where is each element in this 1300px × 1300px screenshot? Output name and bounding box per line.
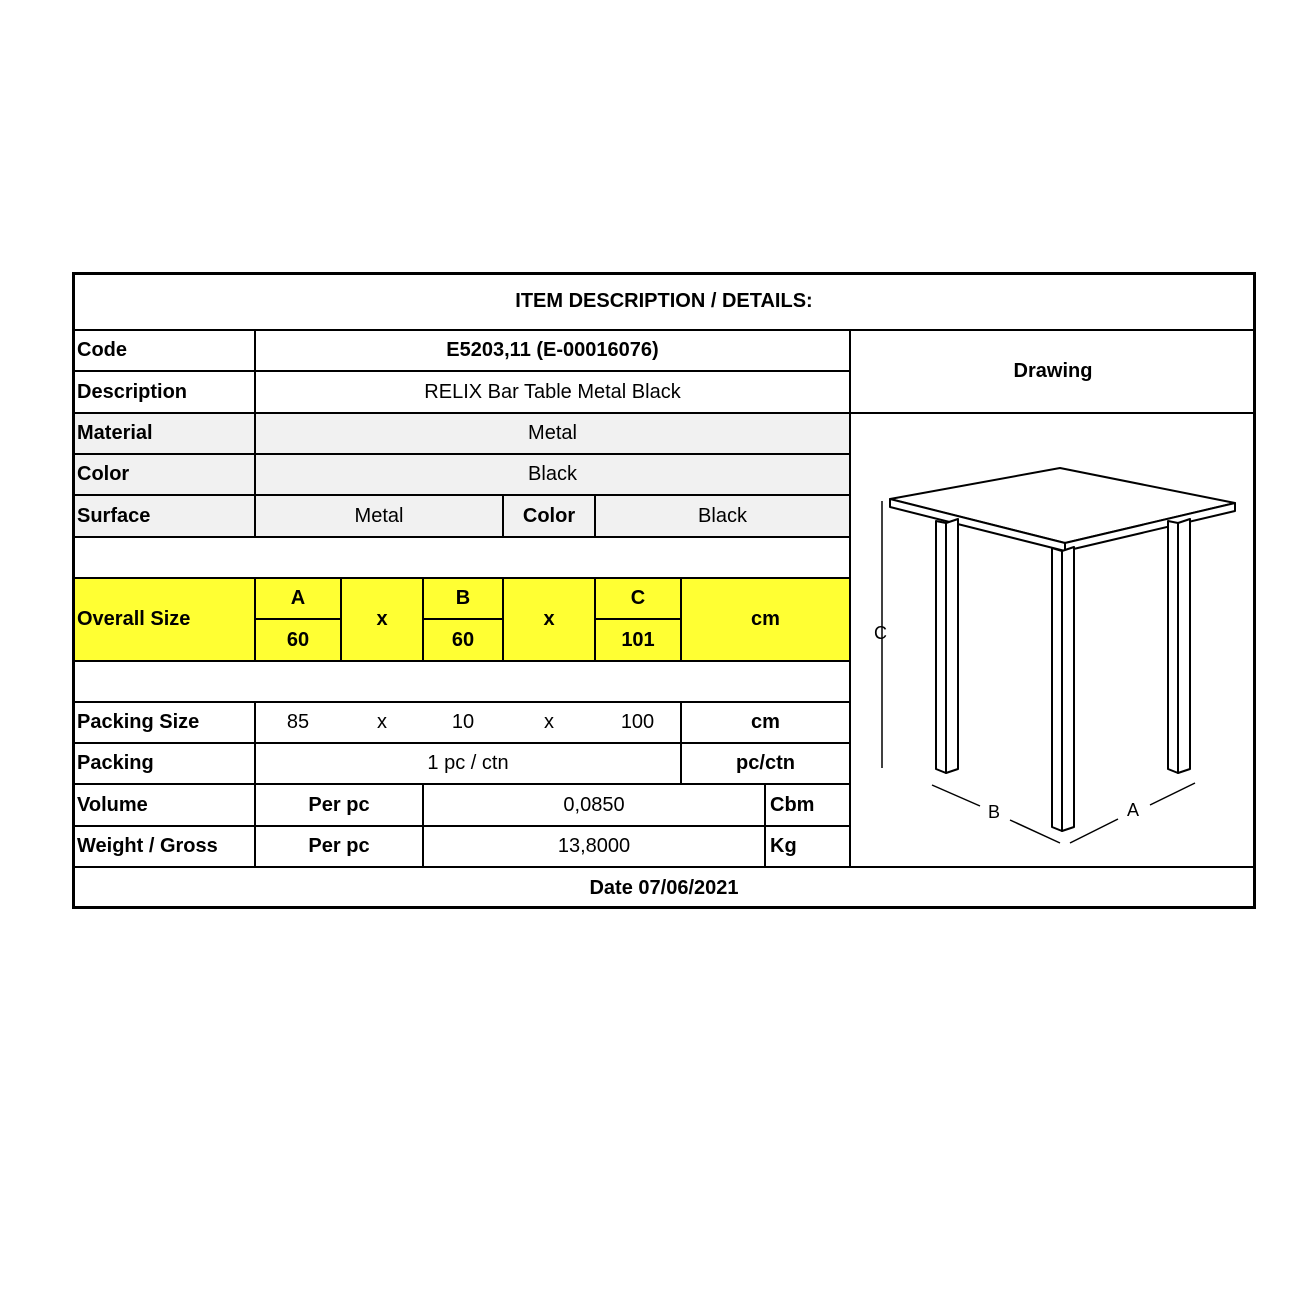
volume-unit: Cbm (765, 784, 850, 826)
empty-row-2 (72, 661, 850, 702)
volume-label: Volume (72, 784, 255, 826)
weight-label: Weight / Gross (72, 826, 255, 867)
overall-size-label: Overall Size (72, 578, 255, 661)
packing-size-label: Packing Size (72, 702, 255, 743)
overall-size-a-label: A (255, 578, 341, 619)
packing-size-c: 100 (620, 711, 655, 733)
drawing-label: Drawing (850, 330, 1256, 413)
empty-row-1 (72, 537, 850, 578)
weight-unit: Kg (765, 826, 850, 867)
overall-size-x1: x (341, 578, 423, 661)
color-label: Color (72, 454, 255, 495)
packing-label: Packing (72, 743, 255, 784)
overall-size-x2: x (503, 578, 595, 661)
packing-unit: pc/ctn (681, 743, 850, 784)
material-label: Material (72, 413, 255, 454)
weight-per: Per pc (255, 826, 423, 867)
surface-value: Metal (255, 495, 503, 537)
overall-size-c-value: 101 (595, 619, 681, 661)
table-drawing (850, 413, 1256, 867)
volume-value: 0,0850 (423, 784, 765, 826)
overall-size-c-label: C (595, 578, 681, 619)
description-label: Description (72, 371, 255, 413)
packing-size-x2: x (544, 711, 554, 733)
packing-size-a: 85 (286, 711, 310, 733)
description-value: RELIX Bar Table Metal Black (255, 371, 850, 413)
overall-size-b-value: 60 (423, 619, 503, 661)
material-value: Metal (255, 413, 850, 454)
dim-a-label: A (1127, 800, 1140, 820)
packing-size-b: 10 (451, 711, 475, 733)
surface-color-value: Black (595, 495, 850, 537)
surface-color-label: Color (503, 495, 595, 537)
packing-value: 1 pc / ctn (255, 743, 681, 784)
sheet-title: ITEM DESCRIPTION / DETAILS: (72, 272, 1256, 330)
overall-size-a-value: 60 (255, 619, 341, 661)
footer-date: Date 07/06/2021 (72, 867, 1256, 909)
volume-per: Per pc (255, 784, 423, 826)
dim-c-label: C (874, 623, 887, 643)
surface-label: Surface (72, 495, 255, 537)
packing-size-x1: x (377, 711, 387, 733)
overall-size-unit: cm (681, 578, 850, 661)
dim-b-label: B (988, 802, 1001, 822)
weight-value: 13,8000 (423, 826, 765, 867)
color-value: Black (255, 454, 850, 495)
code-value: E5203,11 (E-00016076) (255, 330, 850, 371)
overall-size-b-label: B (423, 578, 503, 619)
packing-size-unit: cm (681, 702, 850, 743)
code-label: Code (72, 330, 255, 371)
